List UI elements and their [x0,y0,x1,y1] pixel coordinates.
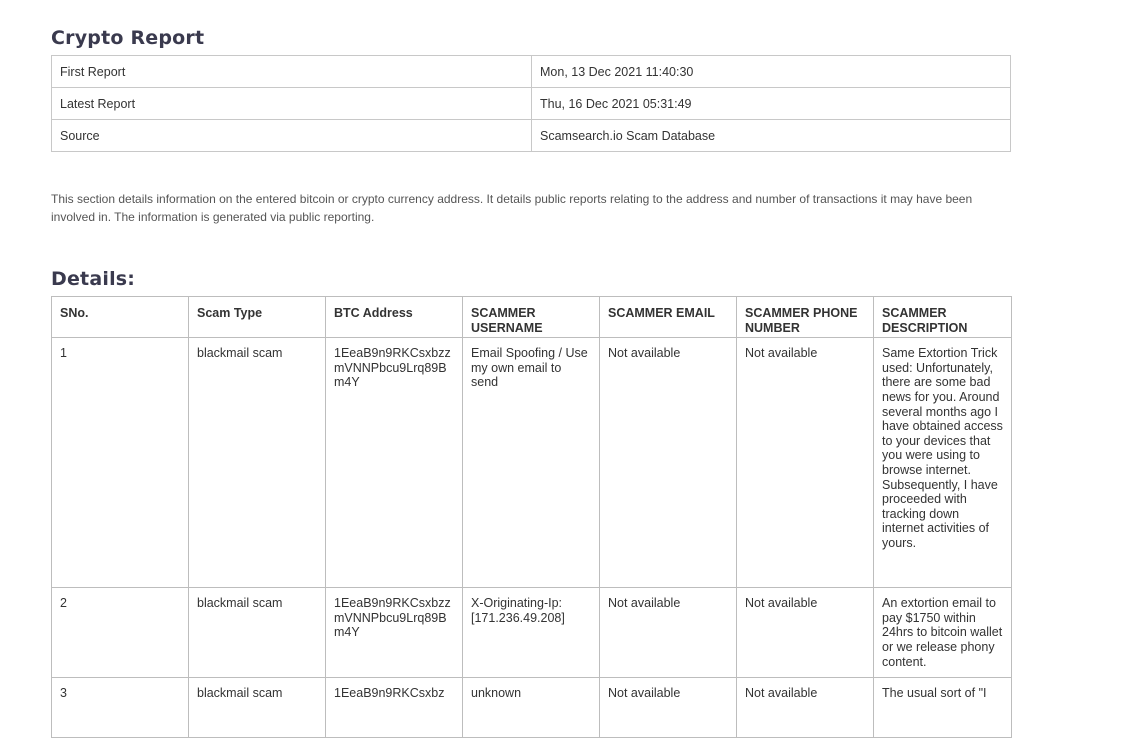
table-row [52,56,1011,88]
first-report-value: Mon, 13 Dec 2021 11:40:30 [532,56,1011,88]
table-row [52,588,1012,678]
source-label: Source [52,120,532,152]
cell-scam-type: blackmail scam [189,588,326,678]
header-scammer-email: SCAMMER EMAIL [600,297,737,338]
cell-btc-address: 1EeaB9n9RKCsxbzzmVNNPbcu9Lrq89Bm4Y [326,338,463,588]
report-summary-table [51,55,1011,152]
latest-report-label: Latest Report [52,88,532,120]
details-heading: Details: [51,268,136,290]
cell-sno: 3 [52,678,189,738]
cell-username: unknown [463,678,600,738]
cell-btc-address: 1EeaB9n9RKCsxbzzmVNNPbcu9Lrq89Bm4Y [326,588,463,678]
header-scammer-description: SCAMMER DESCRIPTION [874,297,1012,338]
cell-sno: 1 [52,338,189,588]
cell-username: X-Originating-Ip: [171.236.49.208] [463,588,600,678]
cell-username: Email Spoofing / Use my own email to send [463,338,600,588]
page-title: Crypto Report [51,27,205,49]
table-row [52,338,1012,588]
header-scammer-phone: SCAMMER PHONE NUMBER [737,297,874,338]
header-btc-address: BTC Address [326,297,463,338]
table-row [52,88,1011,120]
header-scammer-username: SCAMMER USERNAME [463,297,600,338]
cell-description: The usual sort of "I [874,678,1012,738]
cell-description: An extortion email to pay $1750 within 24hrs to bitcoin wallet or we release phony content. [874,588,1012,678]
cell-phone: Not available [737,588,874,678]
details-table [51,296,1012,738]
section-description: This section details information on the entered bitcoin or crypto currency address. It details public reports relating to the address and number of transactions it may have been involved in. The information is generated via public reporting. [51,192,973,224]
details-header-row [52,297,1012,338]
cell-btc-address: 1EeaB9n9RKCsxbz [326,678,463,738]
cell-phone: Not available [737,678,874,738]
table-row [52,120,1011,152]
header-scam-type: Scam Type [189,297,326,338]
cell-email: Not available [600,338,737,588]
table-row [52,678,1012,738]
cell-scam-type: blackmail scam [189,678,326,738]
first-report-label: First Report [52,56,532,88]
cell-description: Same Extortion Trick used: Unfortunately, there are some bad news for you. Around several months ago I have obtained access to your devices that you were using to browse internet. Subsequently, I have proceeded with tracking down internet activities of yours. [874,338,1012,588]
cell-phone: Not available [737,338,874,588]
cell-email: Not available [600,678,737,738]
cell-sno: 2 [52,588,189,678]
cell-scam-type: blackmail scam [189,338,326,588]
cell-email: Not available [600,588,737,678]
source-value: Scamsearch.io Scam Database [532,120,1011,152]
latest-report-value: Thu, 16 Dec 2021 05:31:49 [532,88,1011,120]
header-sno: SNo. [52,297,189,338]
